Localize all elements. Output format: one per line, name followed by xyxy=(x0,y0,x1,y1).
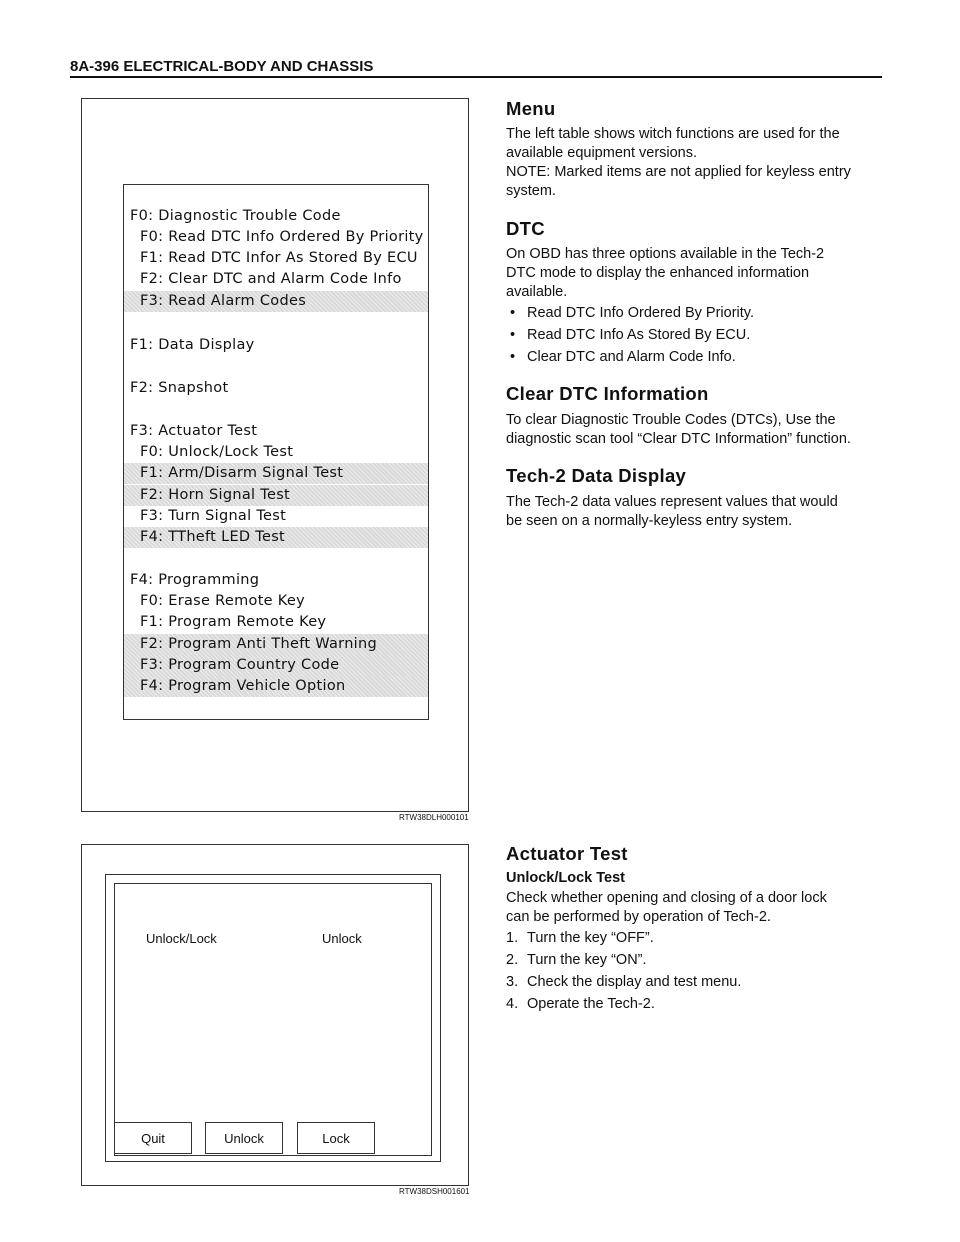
menu-item-label: F0: Erase Remote Key xyxy=(140,593,305,609)
dtc-bullet-item: Read DTC Info Ordered By Priority. xyxy=(527,305,754,321)
unlock-lock-test-subheading: Unlock/Lock Test xyxy=(506,870,625,886)
dtc-paragraph-line: available. xyxy=(506,284,568,300)
menu-item[interactable] xyxy=(124,335,428,356)
menu-item[interactable] xyxy=(124,485,428,506)
menu-item[interactable] xyxy=(124,676,428,697)
actuator-paragraph-line: can be performed by operation of Tech-2. xyxy=(506,909,771,925)
tech2-menu-screen xyxy=(123,184,429,720)
menu-item[interactable] xyxy=(124,570,428,591)
menu-item[interactable] xyxy=(124,269,428,290)
menu-item-label: F0: Read DTC Info Ordered By Priority xyxy=(140,229,424,245)
menu-heading: Menu xyxy=(506,98,556,119)
step-number: 4. xyxy=(506,996,519,1012)
menu-item[interactable] xyxy=(124,527,428,548)
menu-item[interactable] xyxy=(124,506,428,527)
param-label: Unlock/Lock xyxy=(146,931,217,946)
actuator-screen-inner xyxy=(114,883,432,1156)
menu-item-label: F0: Unlock/Lock Test xyxy=(140,444,294,460)
menu-note-line: system. xyxy=(506,183,556,199)
menu-item[interactable] xyxy=(124,612,428,633)
menu-item-label: F4: Program Vehicle Option xyxy=(140,678,346,694)
actuator-figure-caption: RTW38DSH001601 xyxy=(399,1187,470,1196)
menu-item[interactable] xyxy=(124,206,428,227)
menu-item[interactable] xyxy=(124,655,428,676)
clear-dtc-paragraph-line: diagnostic scan tool “Clear DTC Information” function. xyxy=(506,431,851,447)
tech2-data-display-heading: Tech-2 Data Display xyxy=(506,465,687,486)
header-rule xyxy=(70,76,882,78)
menu-figure-caption: RTW38DLH000101 xyxy=(399,813,469,822)
bullet-icon: • xyxy=(510,327,516,343)
actuator-test-heading: Actuator Test xyxy=(506,843,628,864)
menu-item-label: F1: Read DTC Infor As Stored By ECU xyxy=(140,250,418,266)
menu-item[interactable] xyxy=(124,463,428,484)
dtc-heading: DTC xyxy=(506,218,545,239)
menu-item-label: F2: Horn Signal Test xyxy=(140,487,291,503)
menu-item-label: F3: Actuator Test xyxy=(130,423,258,439)
menu-item-label: F2: Clear DTC and Alarm Code Info xyxy=(140,271,402,287)
bullet-icon: • xyxy=(510,349,516,365)
dtc-bullet-item: Clear DTC and Alarm Code Info. xyxy=(527,349,736,365)
menu-item[interactable] xyxy=(124,378,428,399)
menu-item[interactable] xyxy=(124,442,428,463)
menu-item-label: F1: Arm/Disarm Signal Test xyxy=(140,465,344,481)
bullet-icon: • xyxy=(510,305,516,321)
lock-button[interactable]: Lock xyxy=(297,1122,375,1154)
tech2-paragraph-line: The Tech-2 data values represent values that would xyxy=(506,494,838,510)
menu-item[interactable] xyxy=(124,634,428,655)
menu-item[interactable] xyxy=(124,291,428,312)
step-number: 1. xyxy=(506,930,519,946)
menu-item-label: F1: Data Display xyxy=(130,337,255,353)
tech2-paragraph-line: be seen on a normally-keyless entry system. xyxy=(506,513,793,529)
menu-item[interactable] xyxy=(124,248,428,269)
dtc-paragraph-line: On OBD has three options available in the Tech-2 xyxy=(506,246,825,262)
page-header: 8A-396 ELECTRICAL-BODY AND CHASSIS xyxy=(70,58,374,75)
menu-item-label: F3: Program Country Code xyxy=(140,657,340,673)
step-number: 3. xyxy=(506,974,519,990)
param-value: Unlock xyxy=(322,931,362,946)
clear-dtc-paragraph-line: To clear Diagnostic Trouble Codes (DTCs), Use the xyxy=(506,412,836,428)
dtc-paragraph-line: DTC mode to display the enhanced information xyxy=(506,265,810,281)
menu-item[interactable] xyxy=(124,421,428,442)
step-text: Turn the key “OFF”. xyxy=(527,930,654,946)
menu-item-label: F2: Program Anti Theft Warning xyxy=(140,636,378,652)
menu-item[interactable] xyxy=(124,227,428,248)
step-text: Check the display and test menu. xyxy=(527,974,742,990)
step-number: 2. xyxy=(506,952,519,968)
dtc-bullet-item: Read DTC Info As Stored By ECU. xyxy=(527,327,751,343)
menu-item-label: F2: Snapshot xyxy=(130,380,229,396)
menu-note-line: NOTE: Marked items are not applied for keyless entry xyxy=(506,164,851,180)
actuator-paragraph-line: Check whether opening and closing of a door lock xyxy=(506,890,827,906)
menu-paragraph-line: available equipment versions. xyxy=(506,145,698,161)
menu-item-label: F3: Turn Signal Test xyxy=(140,508,287,524)
clear-dtc-heading: Clear DTC Information xyxy=(506,383,709,404)
menu-item-label: F4: Programming xyxy=(130,572,260,588)
quit-button[interactable]: Quit xyxy=(114,1122,192,1154)
menu-item-label: F1: Program Remote Key xyxy=(140,614,327,630)
menu-item-label: F4: TTheft LED Test xyxy=(140,529,286,545)
step-text: Turn the key “ON”. xyxy=(527,952,647,968)
unlock-button[interactable]: Unlock xyxy=(205,1122,283,1154)
menu-item-label: F0: Diagnostic Trouble Code xyxy=(130,208,341,224)
menu-item[interactable] xyxy=(124,591,428,612)
step-text: Operate the Tech-2. xyxy=(527,996,655,1012)
menu-item-label: F3: Read Alarm Codes xyxy=(140,293,307,309)
menu-paragraph-line: The left table shows witch functions are used for the xyxy=(506,126,840,142)
